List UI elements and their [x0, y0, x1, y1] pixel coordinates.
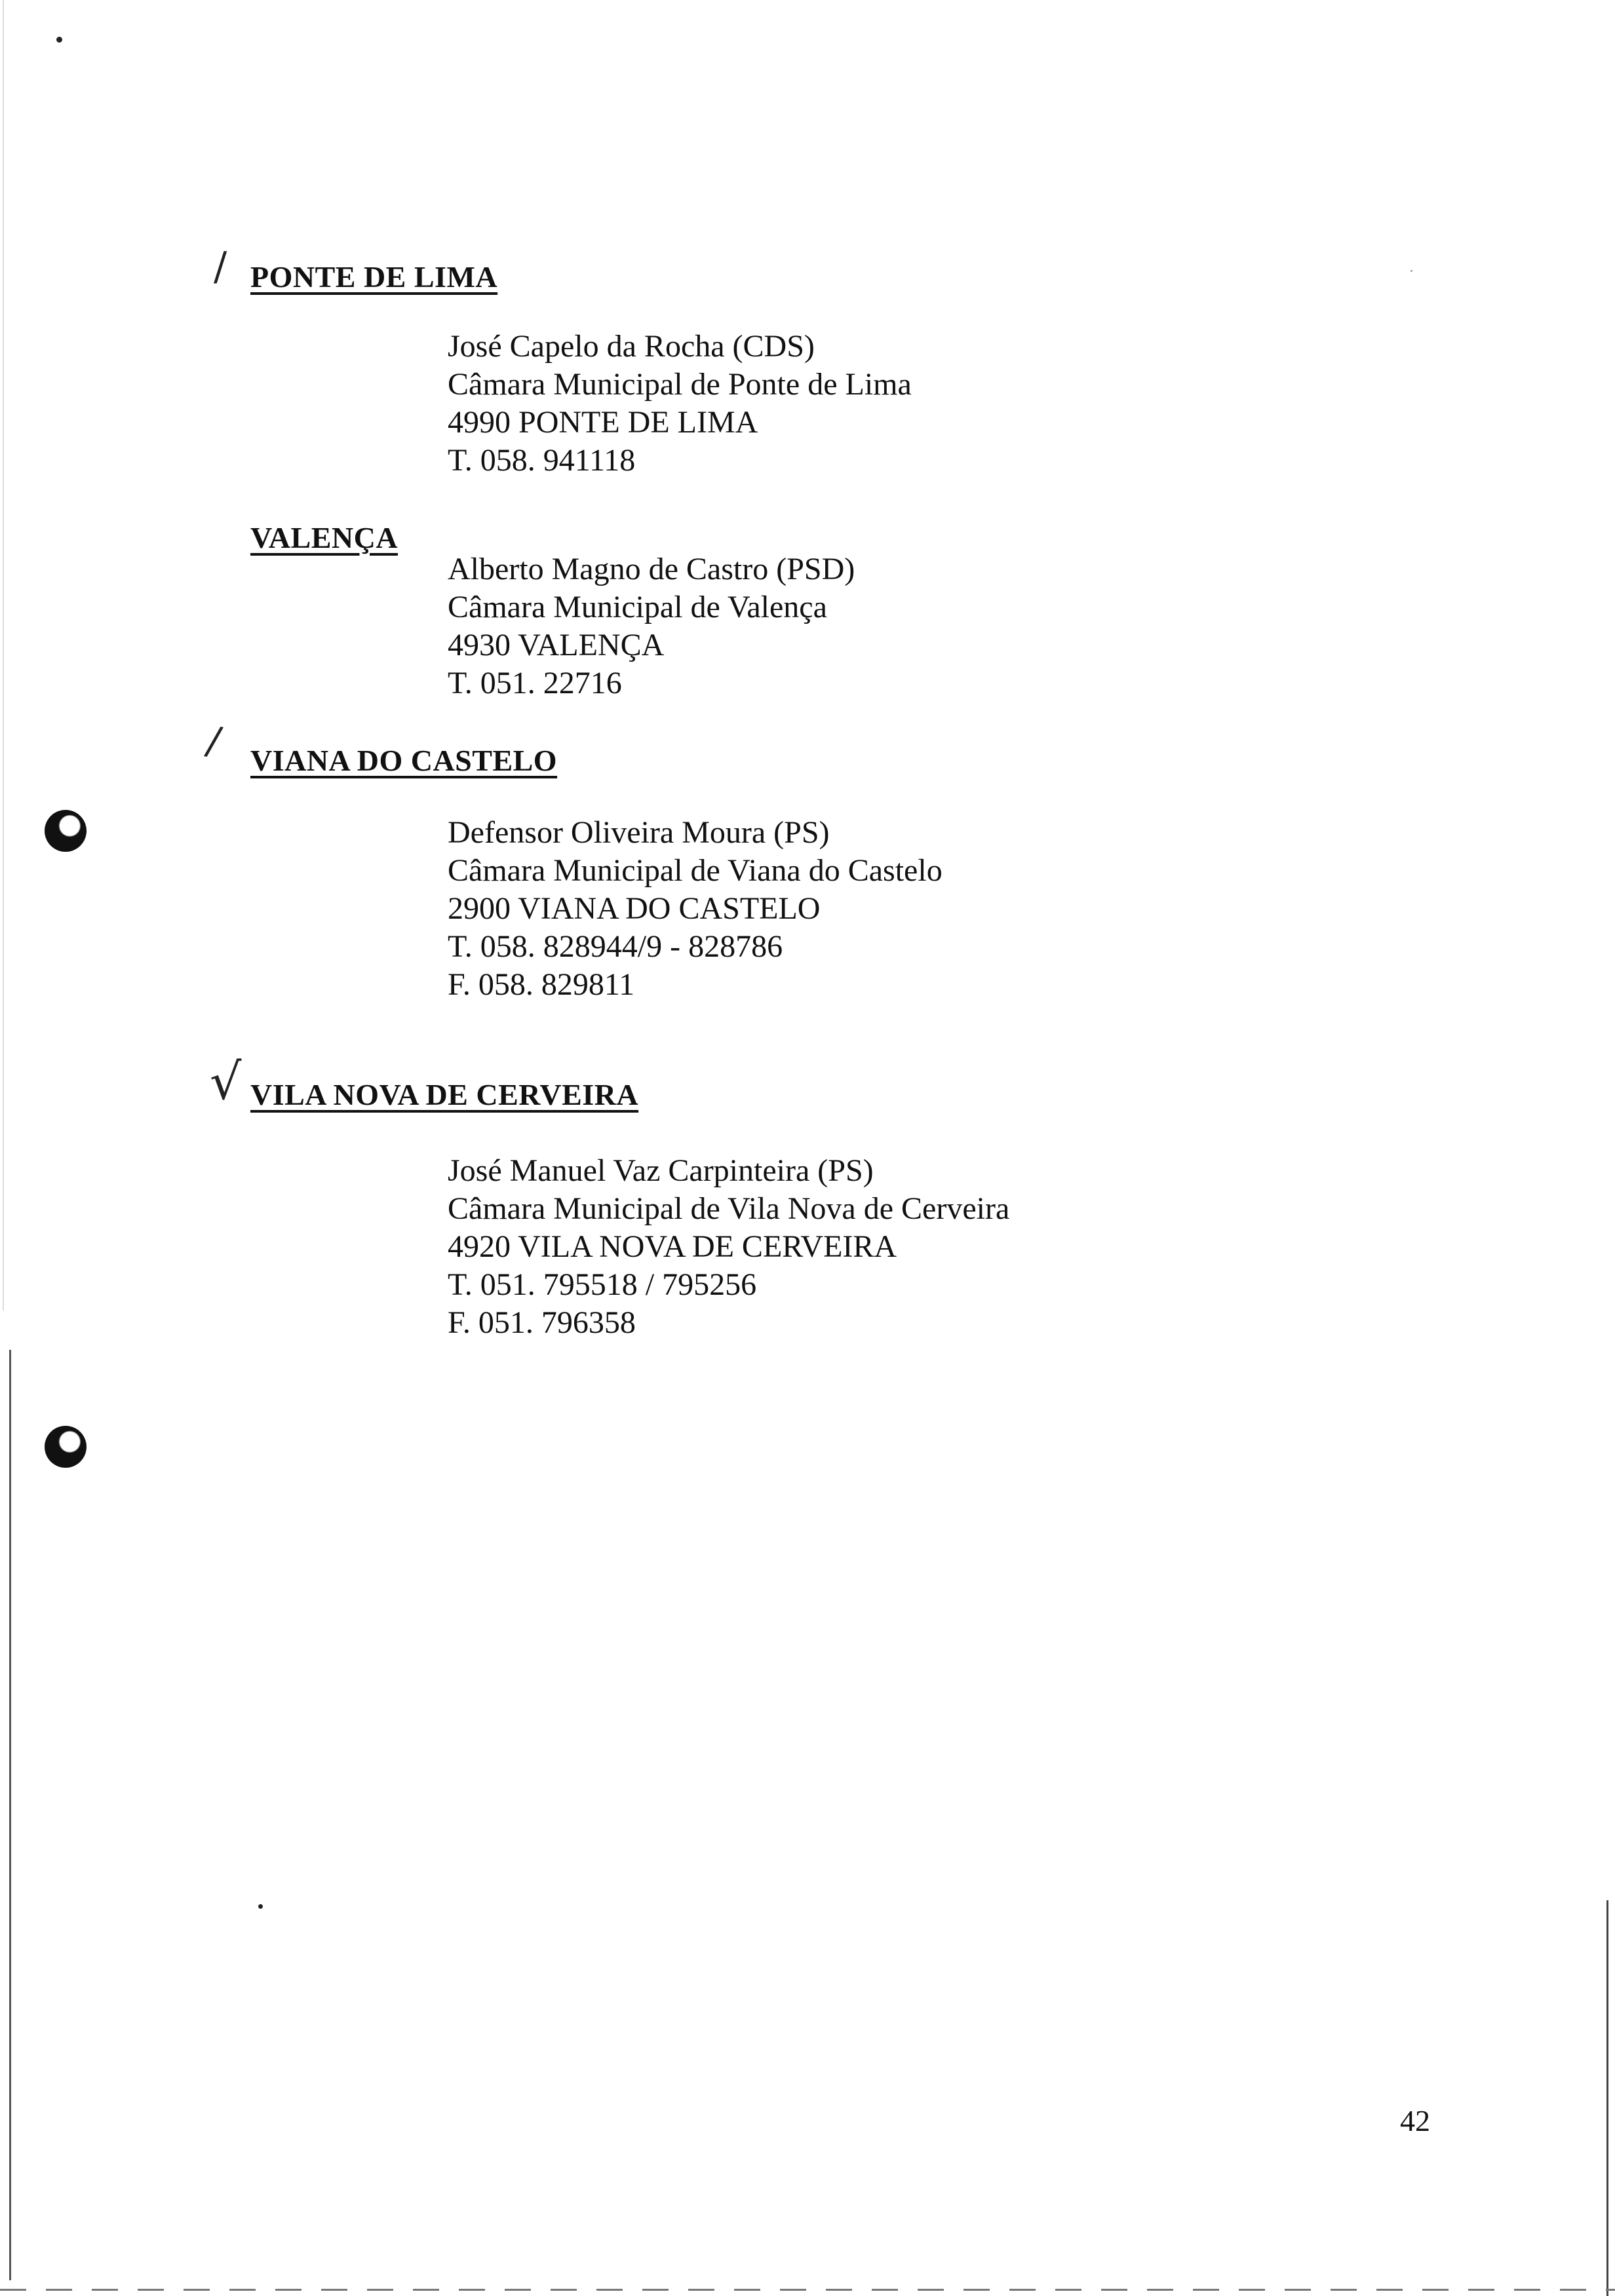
contact-entry: [448, 814, 943, 1004]
page-edge-left-top: [3, 0, 4, 1311]
contact-fax: F. 058. 829811: [448, 967, 635, 1002]
contact-address: 4920 VILA NOVA DE CERVEIRA: [448, 1229, 897, 1264]
contact-institution: Câmara Municipal de Viana do Castelo: [448, 853, 943, 888]
contact-address: 4930 VALENÇA: [448, 628, 665, 662]
contact-name: José Manuel Vaz Carpinteira (PS): [448, 1153, 874, 1188]
page-number: 42: [1400, 2104, 1430, 2137]
check-mark-icon: /: [214, 244, 227, 290]
contact-address: 4990 PONTE DE LIMA: [448, 405, 758, 440]
contact-phone: T. 051. 22716: [448, 666, 622, 700]
contact-name: Defensor Oliveira Moura (PS): [448, 815, 830, 850]
contact-name: José Capelo da Rocha (CDS): [448, 329, 815, 364]
contact-phone: T. 058. 828944/9 - 828786: [448, 929, 783, 964]
section-heading: VALENÇA: [250, 521, 399, 554]
scan-speck: [258, 1904, 263, 1909]
contact-phone: T. 058. 941118: [448, 443, 636, 478]
contact-fax: F. 051. 796358: [448, 1305, 636, 1340]
contact-entry: [448, 1152, 1009, 1342]
check-mark-icon: √: [210, 1052, 242, 1111]
hole-punch-top: [45, 810, 87, 852]
contact-phone: T. 051. 795518 / 795256: [448, 1267, 757, 1302]
page-edge-left: [9, 1350, 11, 2280]
contact-institution: Câmara Municipal de Vila Nova de Cerveira: [448, 1191, 1010, 1226]
contact-institution: Câmara Municipal de Valença: [448, 590, 827, 624]
contact-entry: [448, 550, 855, 702]
page-edge-right: [1606, 1900, 1608, 2296]
check-mark-icon: /: [202, 717, 225, 765]
contact-name: Alberto Magno de Castro (PSD): [448, 552, 855, 586]
hole-punch-bottom: [45, 1426, 87, 1468]
scan-speck: [56, 37, 62, 43]
scan-speck: [1411, 270, 1412, 272]
section-heading: VILA NOVA DE CERVEIRA: [250, 1078, 639, 1111]
section-heading: PONTE DE LIMA: [250, 260, 498, 294]
contact-entry: [448, 328, 912, 480]
page-edge-bottom: [0, 2289, 1615, 2291]
contact-address: 2900 VIANA DO CASTELO: [448, 891, 821, 926]
section-heading: VIANA DO CASTELO: [250, 744, 558, 777]
contact-institution: Câmara Municipal de Ponte de Lima: [448, 367, 912, 402]
